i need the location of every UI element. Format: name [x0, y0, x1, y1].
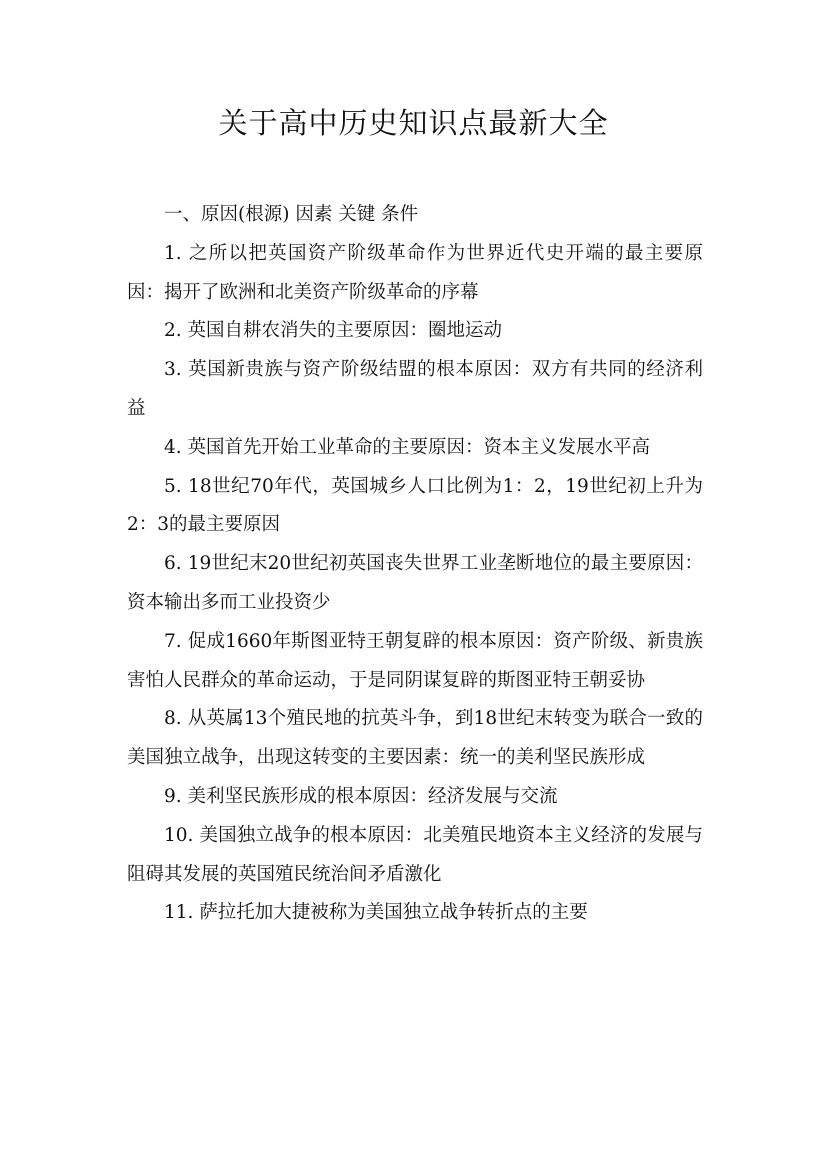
paragraph: 5. 18世纪70年代，英国城乡人口比例为1：2，19世纪初上升为2：3的最主要原因: [127, 475, 703, 536]
paragraph: 9. 美利坚民族形成的根本原因：经济发展与交流: [164, 785, 558, 807]
document-body: [127, 196, 703, 933]
document-title: 关于高中历史知识点最新大全: [218, 106, 609, 140]
paragraph: 3. 英国新贵族与资产阶级结盟的根本原因：双方有共同的经济利益: [127, 359, 703, 419]
paragraph: 10. 美国独立战争的根本原因：北美殖民地资本主义经济的发展与阻碍其发展的英国殖民统治间矛盾激化: [127, 824, 703, 885]
paragraph: 11. 萨拉托加大捷被称为美国独立战争转折点的主要: [164, 902, 588, 924]
paragraph: 8. 从英属13个殖民地的抗英斗争，到18世纪末转变为联合一致的美国独立战争，出现这转变的主要因素：统一的美利坚民族形成: [127, 708, 703, 769]
paragraph: 7. 促成1660年斯图亚特王朝复辟的根本原因：资产阶级、新贵族害怕人民群众的革命运动，于是同阴谋复辟的斯图亚特王朝妥协: [127, 630, 703, 691]
paragraph: 4. 英国首先开始工业革命的主要原因：资本主义发展水平高: [164, 436, 651, 458]
paragraph: 1. 之所以把英国资产阶级革命作为世界近代史开端的最主要原因：揭开了欧洲和北美资产阶级革命的序幕: [127, 242, 703, 303]
paragraph: 2. 英国自耕农消失的主要原因：圈地运动: [164, 320, 503, 342]
paragraph: 6. 19世纪末20世纪初英国丧失世界工业垄断地位的最主要原因：资本输出多而工业投资少: [127, 553, 703, 613]
section-heading: 一、原因(根源) 因素 关键 条件: [164, 204, 419, 225]
